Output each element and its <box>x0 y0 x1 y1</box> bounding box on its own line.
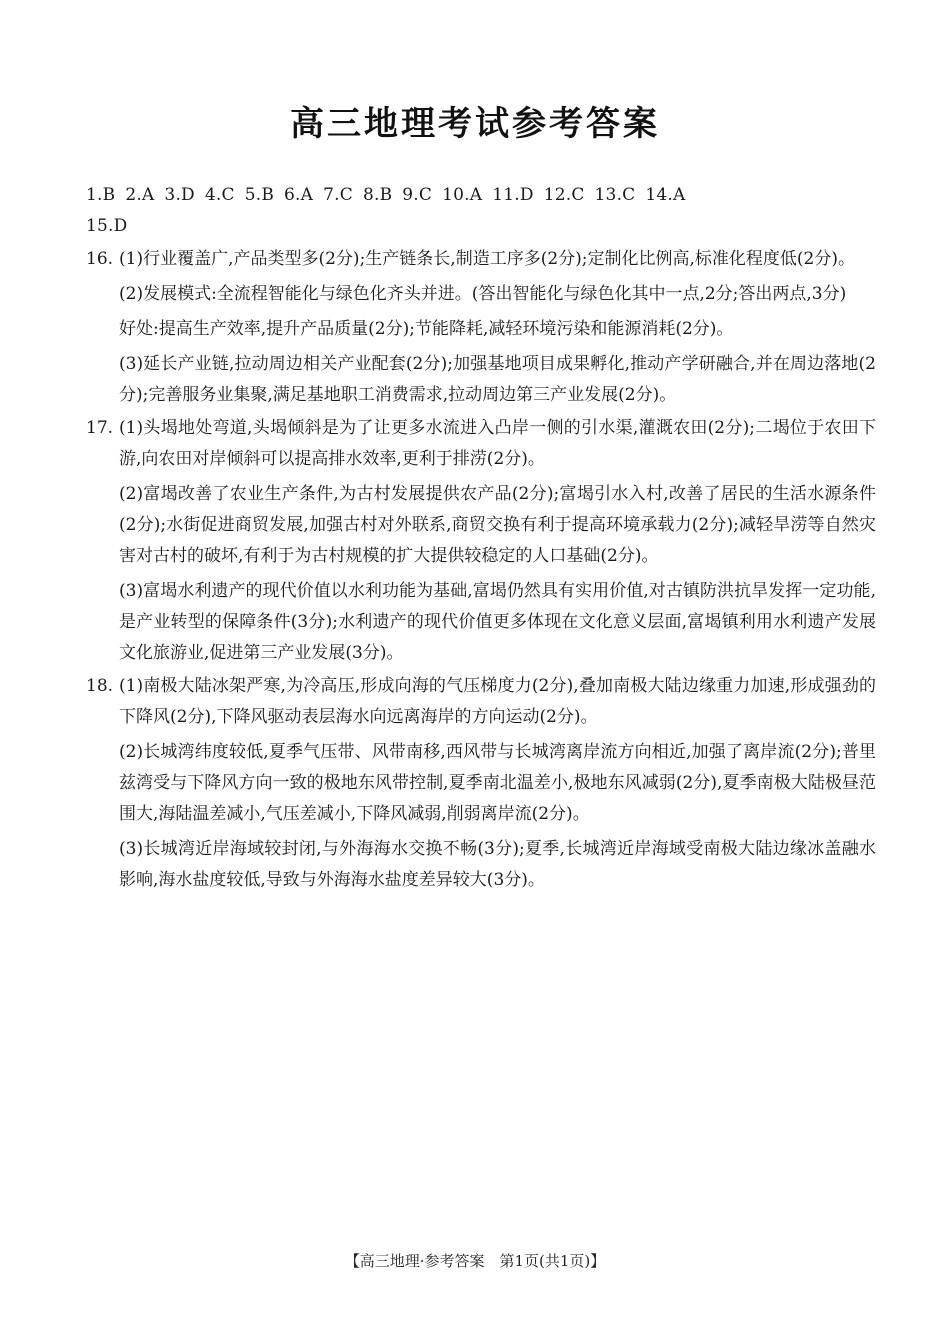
mc-answer: 14.A <box>645 185 686 205</box>
answer-paragraph: (2)富堨改善了农业生产条件,为古村发展提供农产品(2分);富堨引水入村,改善了居民的生活水源条件(2分);水街促进商贸发展,加强古村对外联系,商贸交换有利于提高环境承载力(2分);减轻旱涝等自然灾害对古村的破坏,有利于为古村规模的扩大提供较稳定的人口基础(2分)。 <box>119 484 876 566</box>
answer-paragraph: (2)发展模式:全流程智能化与绿色化齐头并进。(答出智能化与绿色化其中一点,2分;答出两点,3分) <box>119 284 847 304</box>
answer-paragraph: (1)南极大陆冰架严寒,为冷高压,形成向海的气压梯度力(2分),叠加南极大陆边缘重力加速,形成强劲的下降风(2分),下降风驱动表层海水向远离海岸的方向运动(2分)。 <box>119 676 876 727</box>
multiple-choice-answers <box>86 180 876 242</box>
mc-line-1 <box>86 180 876 211</box>
question-block <box>86 671 876 896</box>
mc-answer: 4.C <box>204 185 235 205</box>
answer-paragraph: (3)延长产业链,拉动周边相关产业配套(2分);加强基地项目成果孵化,推动产学研融合,并在周边落地(2分);完善服务业集聚,满足基地职工消费需求,拉动周边第三产业发展(2分)。 <box>119 354 876 405</box>
answer-paragraph: (3)长城湾近岸海域较封闭,与外海海水交换不畅(3分);夏季,长城湾近岸海域受南极大陆边缘冰盖融水影响,海水盐度较低,导致与外海海水盐度差异较大(3分)。 <box>119 839 876 890</box>
mc-answer: 5.B <box>244 185 275 205</box>
answer-content <box>86 180 876 896</box>
mc-answer: 8.B <box>362 185 393 205</box>
mc-line-2 <box>86 211 876 242</box>
question-number: 17. <box>86 418 114 438</box>
mc-answer: 11.D <box>492 185 534 205</box>
mc-answer: 9.C <box>402 185 433 205</box>
mc-answer: 1.B <box>86 185 116 205</box>
mc-answer: 7.C <box>323 185 353 205</box>
answer-paragraph: (2)长城湾纬度较低,夏季气压带、风带南移,西风带与长城湾离岸流方向相近,加强了离岸流(2分);普里兹湾受与下降风方向一致的极地东风带控制,夏季南北温差小,极地东风减弱(2分),夏季南极大陆极昼范围大,海陆温差减小,气压差减小,下降风减弱,削弱离岸流(2分)。 <box>119 742 876 824</box>
answer-paragraph: 好处:提高生产效率,提升产品质量(2分);节能降耗,减轻环境污染和能源消耗(2分)。 <box>119 319 734 339</box>
answer-paragraph: (1)头堨地处弯道,头堨倾斜是为了让更多水流进入凸岸一侧的引水渠,灌溉农田(2分);二堨位于农田下游,向农田对岸倾斜可以提高排水效率,更利于排涝(2分)。 <box>119 418 876 469</box>
mc-answer: 10.A <box>442 185 483 205</box>
mc-answer: 15.D <box>86 216 128 236</box>
page-footer: 【高三地理·参考答案 第1页(共1页)】 <box>344 1252 606 1270</box>
question-list <box>86 244 876 896</box>
answer-paragraph: (3)富堨水利遗产的现代价值以水利功能为基础,富堨仍然具有实用价值,对古镇防洪抗旱发挥一定功能,是产业转型的保障条件(3分);水利遗产的现代价值更多体现在文化意义层面,富堨镇利用水利遗产发展文化旅游业,促进第三产业发展(3分)。 <box>119 581 876 663</box>
page-title: 高三地理考试参考答案 <box>290 104 660 144</box>
question-number: 18. <box>86 676 114 696</box>
answer-paragraph: (1)行业覆盖广,产品类型多(2分);生产链条长,制造工序多(2分);定制化比例高,标准化程度低(2分)。 <box>119 249 855 269</box>
mc-answer: 2.A <box>125 185 155 205</box>
mc-answer: 6.A <box>284 185 314 205</box>
question-number: 16. <box>86 249 114 269</box>
mc-answer: 3.D <box>164 185 195 205</box>
mc-answer: 12.C <box>543 185 585 205</box>
question-block <box>86 244 876 411</box>
mc-answer: 13.C <box>594 185 636 205</box>
question-block <box>86 413 876 669</box>
